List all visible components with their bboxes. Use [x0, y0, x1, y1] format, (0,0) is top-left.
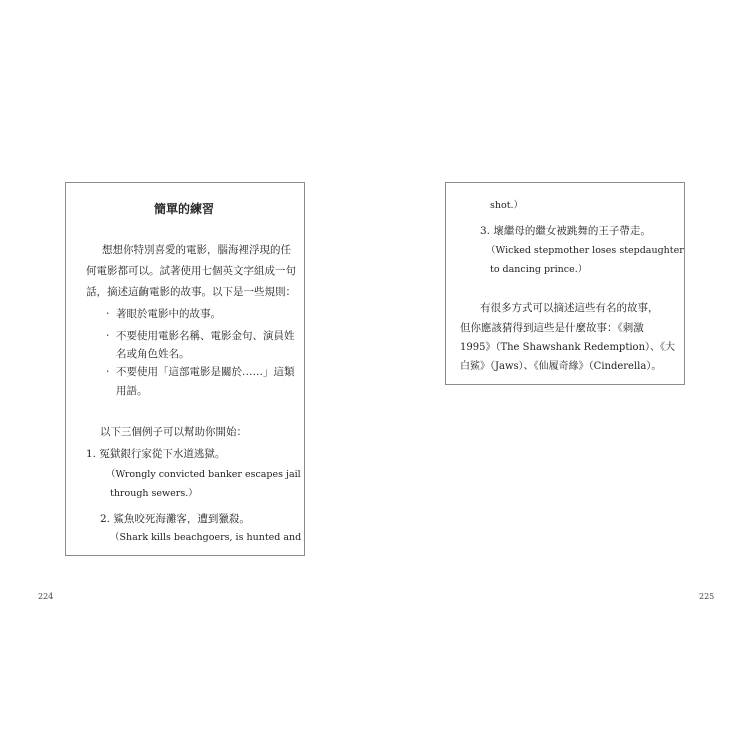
- rule-text: 著眼於電影中的故事。: [116, 308, 221, 320]
- exercise-title: 簡單的練習: [154, 202, 215, 216]
- examples-intro: 以下三個例子可以幫助你開始：: [100, 426, 247, 438]
- rule-bullet: ‧: [106, 308, 110, 320]
- rule-text: 名或角色姓名。: [116, 348, 190, 360]
- example-en: through sewers.）: [110, 488, 198, 499]
- intro-line: 話，摘述這齣電影的故事。以下是一些規則：: [86, 286, 296, 298]
- rule-bullet: ‧: [106, 330, 110, 342]
- continued-text: shot.）: [490, 200, 524, 211]
- rule-text: 用語。: [116, 385, 148, 397]
- example-zh: 2. 鯊魚咬死海灘客，遭到獵殺。: [100, 513, 250, 525]
- rule-bullet: ‧: [106, 366, 110, 378]
- example-zh: 3. 壞繼母的繼女被跳舞的王子帶走。: [480, 225, 651, 237]
- example-en: to dancing prince.）: [490, 264, 588, 275]
- intro-line: 何電影都可以。試著使用七個英文字組成一句: [86, 265, 296, 277]
- example-en: （Shark kills beachgoers, is hunted and: [110, 532, 302, 543]
- page-number: 225: [699, 592, 715, 601]
- page-number: 224: [38, 592, 54, 601]
- intro-line: 想想你特別喜愛的電影，腦海裡浮現的任: [102, 244, 291, 256]
- closing-line: 有很多方式可以摘述這些有名的故事，: [480, 302, 659, 314]
- closing-line: 白鯊》（Jaws）、《仙履奇緣》（Cinderella）。: [460, 361, 662, 372]
- closing-line: 但你應該猜得到這些是什麼故事：《刺激: [460, 322, 644, 334]
- example-en: （Wicked stepmother loses stepdaughter: [486, 245, 684, 256]
- example-en: （Wrongly convicted banker escapes jail: [106, 469, 301, 480]
- closing-line: 1995》（The Shawshank Redemption）、《大: [460, 342, 676, 353]
- rule-text: 不要使用「這部電影是關於……」這類: [116, 366, 295, 378]
- left-page-box: [65, 182, 305, 556]
- rule-text: 不要使用電影名稱、電影金句、演員姓: [116, 330, 295, 342]
- example-zh: 1. 冤獄銀行家從下水道逃獄。: [86, 448, 226, 460]
- right-page-box: [445, 182, 685, 385]
